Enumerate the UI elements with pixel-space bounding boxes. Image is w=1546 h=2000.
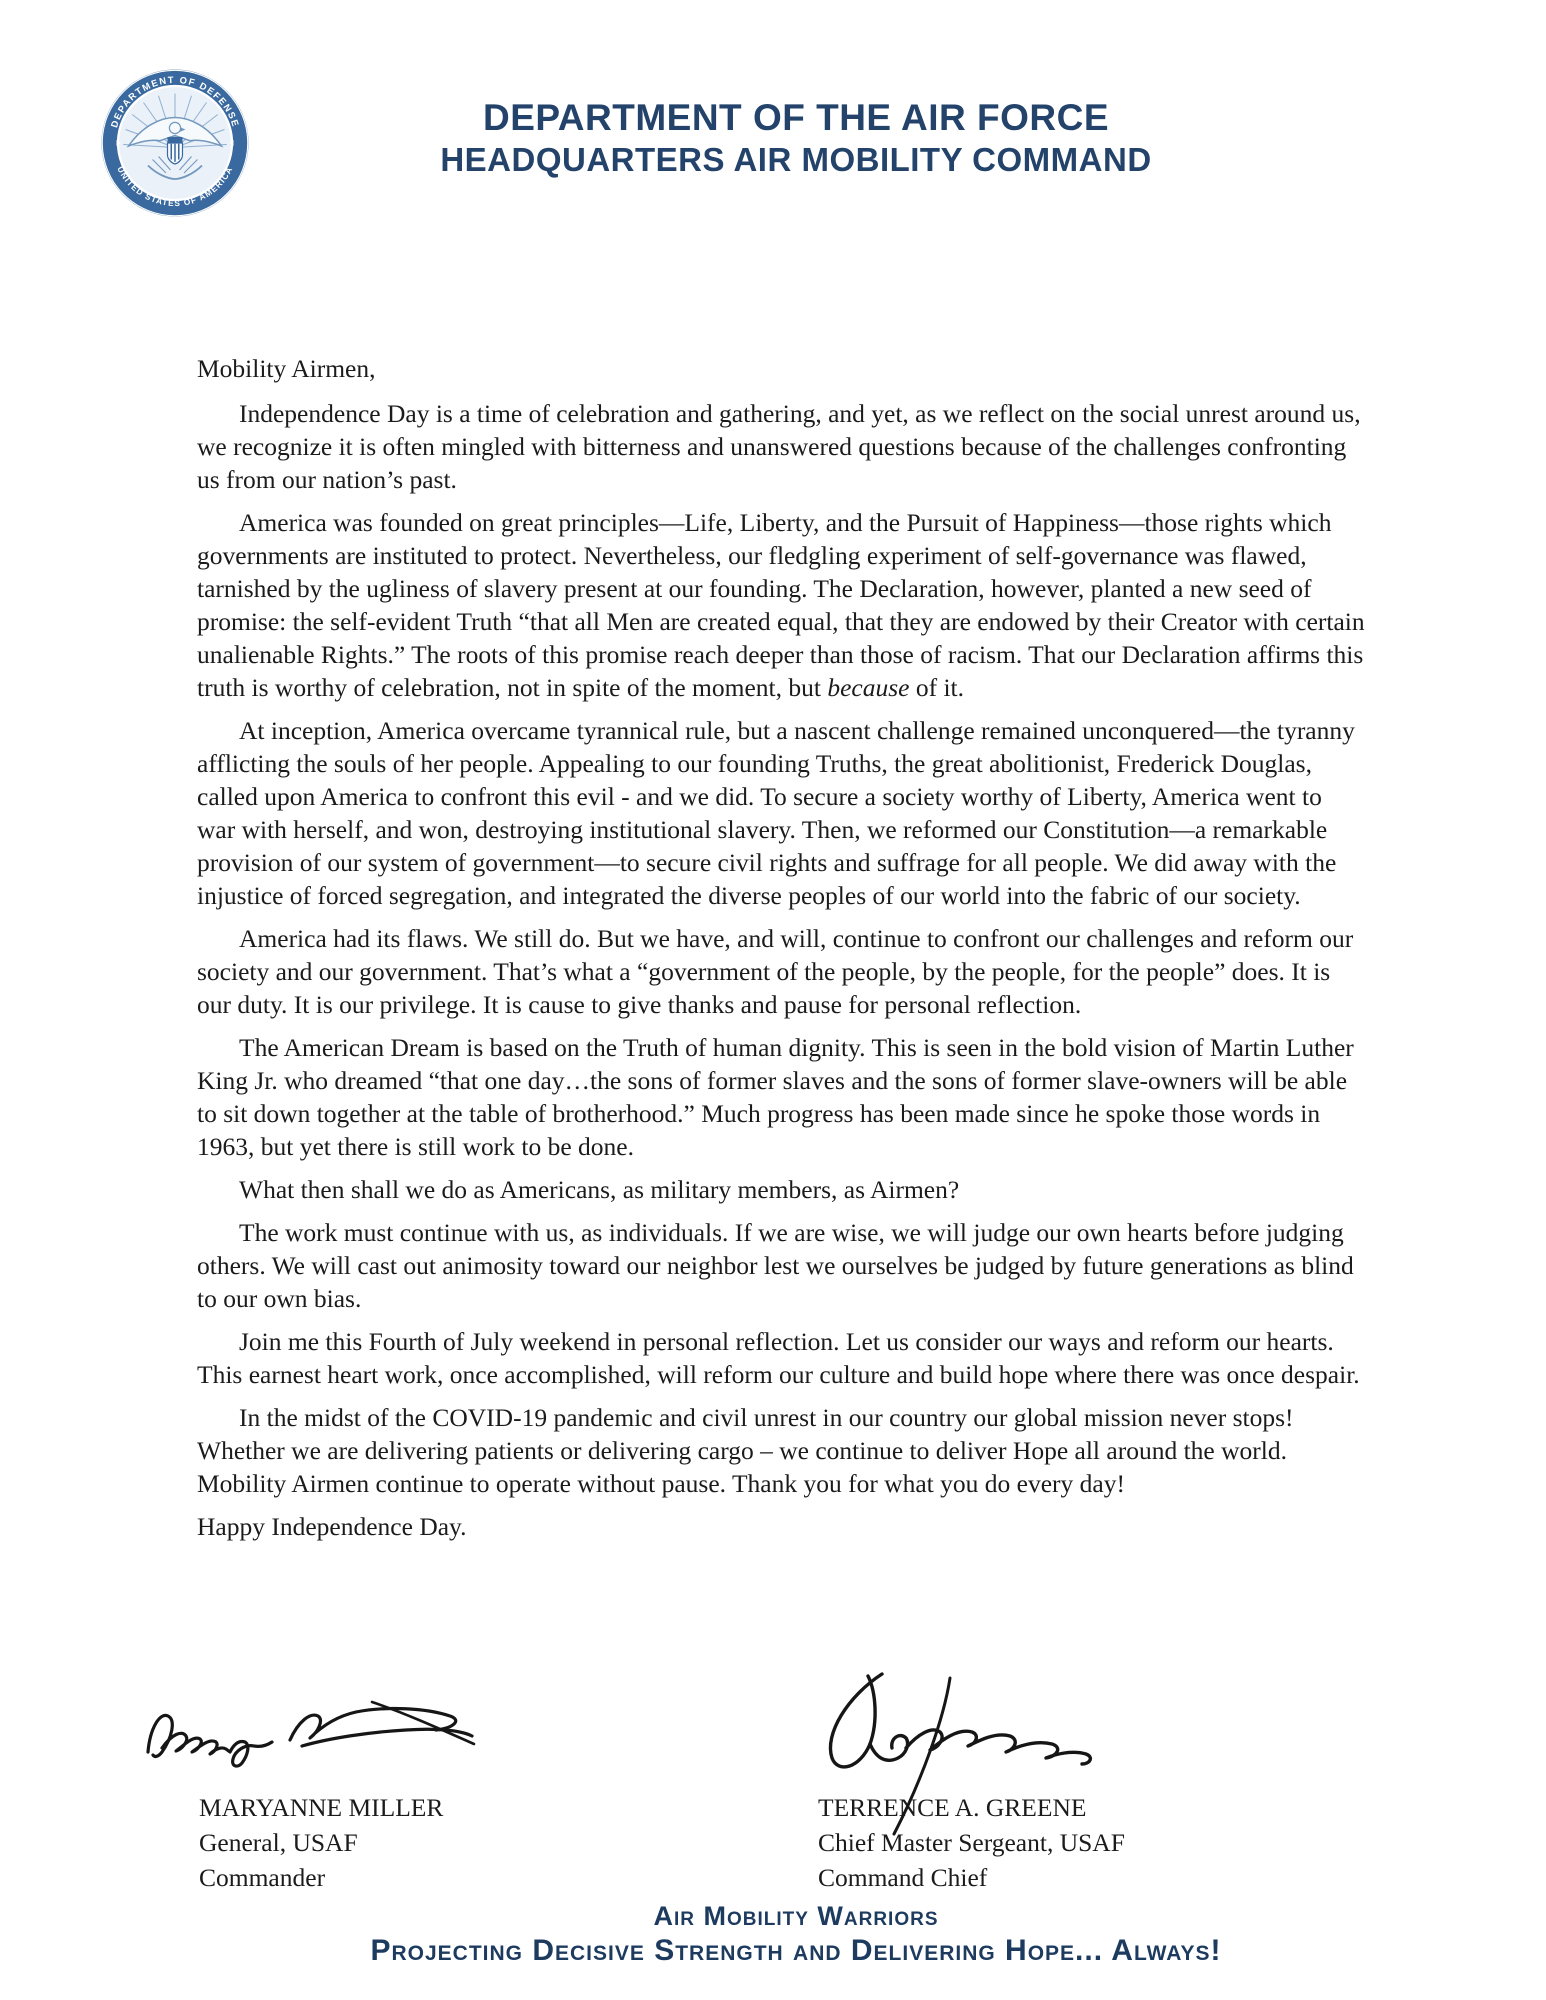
footer-motto [0,1900,1546,1969]
signer-name: TERRENCE A. GREENE [818,1793,1087,1822]
paragraph-2-pre: America was founded on great principles—Life, Liberty, and the Pursuit of Happiness—those rights which governments are instituted to protect. Nevertheless, our fledgling experiment of self-governance was flawed, tarnished by the ugliness of slavery present at our founding. The Declaration, however, planted a new seed of promise: the self-evident Truth “that all Men are created equal, that they are endowed by their Creator with certain unalienable Rights.” The roots of this promise reach deeper than those of racism. That our Declaration affirms this truth is worthy of celebration, not in spite of the moment, but [197,508,1365,702]
signature-block-left [199,1790,443,1895]
paragraph-6: What then shall we do as Americans, as military members, as Airmen? [239,1175,960,1204]
signature-maryanne-miller [138,1686,483,1786]
closing-line: Happy Independence Day. [197,1512,467,1541]
letterhead-titles [0,96,1546,180]
letter-body [197,352,1365,1553]
signer-role: Command Chief [818,1863,988,1892]
paragraph-2 [197,506,1365,704]
signer-role: Commander [199,1863,326,1892]
paragraph-9: In the midst of the COVID-19 pandemic and civil unrest in our country our global mission never stops! Whether we are delivering patients or delivering cargo – we continue to deliver Hope all around the world. Mobility Airmen continue to operate without pause. Thank you for what you do every day! [197,1403,1294,1498]
signature-block-right [818,1790,1125,1895]
paragraph-8: Join me this Fourth of July weekend in personal reflection. Let us consider our ways and reform our hearts. This earnest heart work, once accomplished, will reform our culture and build hope where there was once despair. [197,1327,1360,1389]
signer-name: MARYANNE MILLER [199,1793,444,1822]
paragraph-2-emphasis: because [827,673,910,702]
salutation: Mobility Airmen, [197,354,376,383]
paragraph-2-post: of it. [909,673,964,702]
paragraph-4: America had its flaws. We still do. But we have, and will, continue to confront our challenges and reform our society and our government. That’s what a “government of the people, by the people, for the people” does. It is our duty. It is our privilege. It is cause to give thanks and pause for personal reflection. [197,924,1354,1019]
letterhead-title-line1: DEPARTMENT OF THE AIR FORCE [482,97,1110,138]
signer-rank: Chief Master Sergeant, USAF [818,1828,1125,1857]
paragraph-3: At inception, America overcame tyrannical rule, but a nascent challenge remained unconquered—the tyranny afflicting the souls of her people. Appealing to our founding Truths, the great abolitionist, Frederick Douglas, called upon America to confront this evil - and we did. To secure a society worthy of Liberty, America went to war with herself, and won, destroying institutional slavery. Then, we reformed our Constitution—a remarkable provision of our system of government—to secure civil rights and suffrage for all people. We did away with the injustice of forced segregation, and integrated the diverse peoples of our world into the fabric of our society. [197,716,1355,910]
seal-ring-text-top: DEPARTMENT OF DEFENSE [109,74,241,129]
footer-motto-line1: Air Mobility Warriors [653,1901,939,1931]
paragraph-5: The American Dream is based on the Truth of human dignity. This is seen in the bold vision of Martin Luther King Jr. who dreamed “that one day…the sons of former slaves and the sons of former slave-owners will be able to sit down together at the table of brotherhood.” Much progress has been made since he spoke those words in 1963, but yet there is still work to be done. [197,1033,1354,1161]
letterhead-title-line2: HEADQUARTERS AIR MOBILITY COMMAND [440,141,1152,178]
signer-rank: General, USAF [199,1828,358,1857]
letterhead [0,66,1546,236]
paragraph-1: Independence Day is a time of celebration and gathering, and yet, as we reflect on the social unrest around us, we recognize it is often mingled with bitterness and unanswered questions because of the challenges confronting us from our nation’s past. [197,399,1361,494]
paragraph-7: The work must continue with us, as individuals. If we are wise, we will judge our own hearts before judging others. We will cast out animosity toward our neighbor lest we ourselves be judged by future generations as blind to our own bias. [197,1218,1354,1313]
footer-motto-line2: Projecting Decisive Strength and Delivering Hope... Always! [370,1934,1222,1967]
seal-ring-text-bottom: UNITED STATES OF AMERICA [115,165,235,209]
